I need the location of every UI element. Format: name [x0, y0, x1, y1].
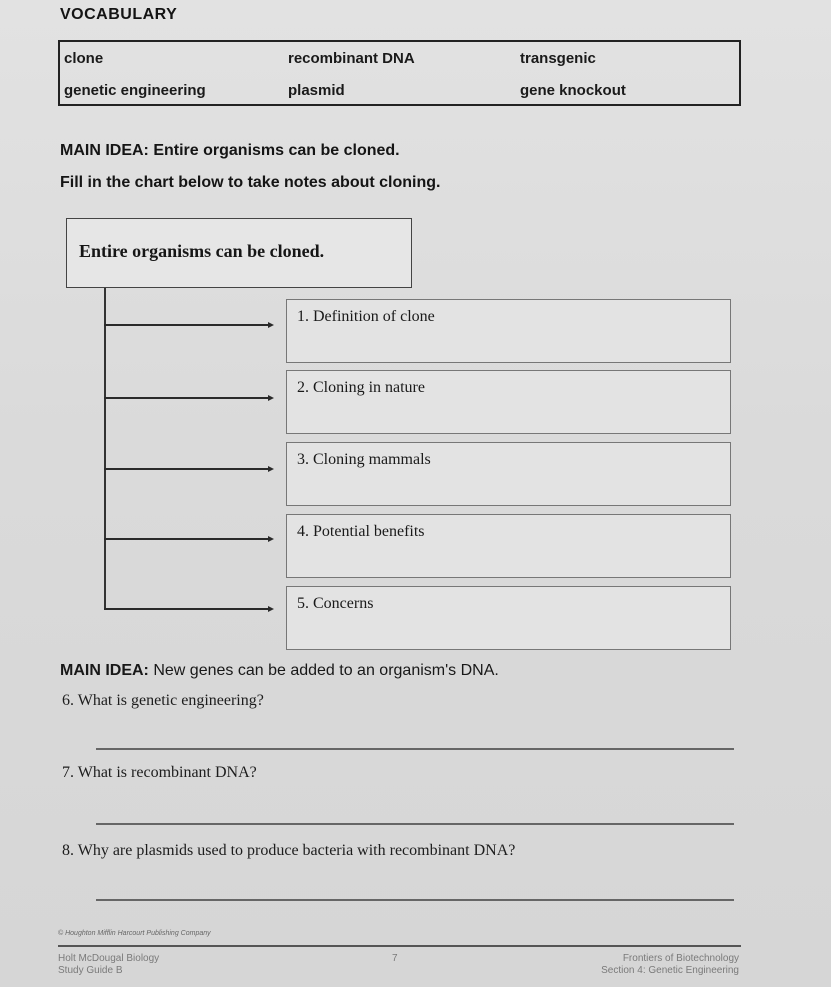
note-label-benefits: 4. Potential benefits — [297, 523, 425, 540]
arrow-icon — [268, 322, 274, 328]
page-number: 7 — [392, 953, 398, 964]
note-box-cloning-nature[interactable] — [286, 370, 731, 434]
chart-main-idea-box — [66, 218, 412, 288]
footer-right-line-1: Frontiers of Biotechnology — [622, 953, 739, 964]
chart-connector-5 — [104, 608, 270, 610]
chart-connector-4 — [104, 538, 270, 540]
note-label-cloning-mammals: 3. Cloning mammals — [297, 451, 431, 468]
note-box-cloning-mammals[interactable] — [286, 442, 731, 506]
note-box-definition[interactable] — [286, 299, 731, 363]
footer-right-line-2: Section 4: Genetic Engineering — [601, 965, 739, 976]
arrow-icon — [268, 536, 274, 542]
main-idea-text: New genes can be added to an organism's DNA. — [153, 662, 499, 679]
vocab-word-clone: clone — [64, 50, 104, 67]
note-label-cloning-nature: 2. Cloning in nature — [297, 379, 425, 396]
arrow-icon — [268, 466, 274, 472]
main-idea-heading-2 — [60, 662, 499, 680]
main-idea-heading-1: MAIN IDEA: Entire organisms can be cloned. — [60, 142, 400, 159]
footer-left-line-2: Study Guide B — [58, 965, 123, 976]
question-7: 7. What is recombinant DNA? — [62, 764, 257, 781]
chart-instruction: Fill in the chart below to take notes about cloning. — [60, 174, 441, 191]
vocab-word-gene-knockout: gene knockout — [520, 82, 626, 99]
vocab-word-recombinant-dna: recombinant DNA — [288, 50, 415, 67]
chart-connector-2 — [104, 397, 270, 399]
footer-left-line-1: Holt McDougal Biology — [58, 953, 160, 964]
vocabulary-heading: VOCABULARY — [60, 6, 178, 23]
vocab-word-genetic-engineering: genetic engineering — [64, 82, 206, 99]
question-6: 6. What is genetic engineering? — [62, 692, 264, 709]
note-label-concerns: 5. Concerns — [297, 595, 374, 612]
chart-connector-3 — [104, 468, 270, 470]
answer-line-8[interactable] — [96, 899, 734, 901]
chart-main-idea-text: Entire organisms can be cloned. — [79, 241, 325, 261]
arrow-icon — [268, 395, 274, 401]
vocab-word-transgenic: transgenic — [520, 50, 596, 67]
answer-line-7[interactable] — [96, 823, 734, 825]
chart-connector-vertical — [104, 288, 106, 608]
arrow-icon — [268, 606, 274, 612]
footer-divider — [58, 945, 741, 947]
main-idea-label: MAIN IDEA: — [60, 662, 149, 679]
copyright-notice: © Houghton Mifflin Harcourt Publishing Company — [58, 930, 211, 937]
chart-connector-1 — [104, 324, 270, 326]
question-8: 8. Why are plasmids used to produce bacteria with recombinant DNA? — [62, 842, 516, 859]
note-label-definition: 1. Definition of clone — [297, 308, 435, 325]
answer-line-6[interactable] — [96, 748, 734, 750]
note-box-benefits[interactable] — [286, 514, 731, 578]
vocabulary-box — [58, 40, 741, 106]
note-box-concerns[interactable] — [286, 586, 731, 650]
vocab-word-plasmid: plasmid — [288, 82, 345, 99]
